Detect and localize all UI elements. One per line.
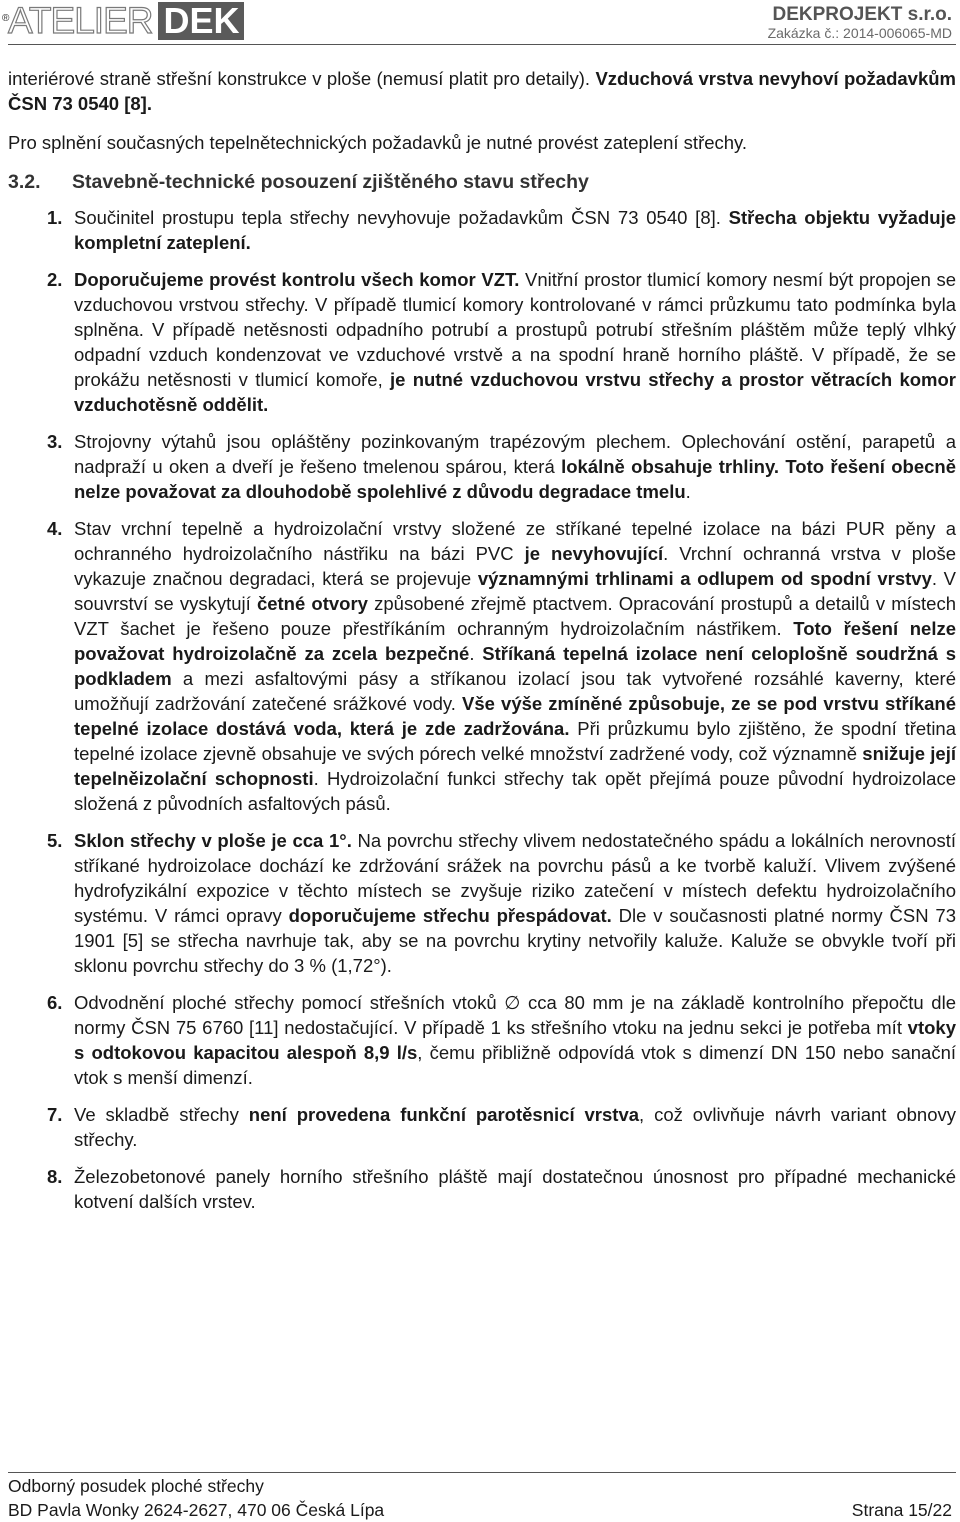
intro-paragraph-2: Pro splnění současných tepelnětechnických požadavků je nutné provést zateplení střechy.	[8, 132, 748, 153]
finding-number: 3.	[47, 431, 63, 452]
finding-text-bold: četné otvory	[256, 593, 368, 614]
finding-text-bold: Stříkaná tepelná izolace není celoplošně soudržná s podkladem	[74, 643, 956, 689]
finding-text: Vnitřní prostor tlumicí komory nesmí být propojen se vzduchovou vrstvou střechy. V případě tlumicí komory kontrolované v rámci průzkumu tato podmínka byla splněna. V případě netěsnosti odpadního potrubí a prostupů potrubí střešním pláštěm může teplý vlhký odpadní vzduch kondenzovat ve vzduchové vrstvě a na spodní hraně horního pláště. V případě, že se prokážu netěsnosti v tlumicí komoře,	[74, 269, 956, 390]
finding-text: , čemu přibližně odpovídá vtok s dimenzí DN 150 nebo sanační vtok s menší dimenzí.	[74, 1042, 956, 1088]
finding-number: 2.	[47, 269, 63, 290]
finding-text: . Hydroizolační funkci střechy tak opět přejímá pouze původní hydroizolace složená z původních asfaltových pásů.	[74, 768, 956, 814]
finding-text-bold: vtoky s odtokovou kapacitou alespoň 8,9 l/s	[74, 1017, 956, 1063]
finding-text-bold: významnými trhlinami a odlupem od spodní vrstvy	[477, 568, 932, 589]
finding-text: . Vrchní ochranná vrstva v ploše vykazuje značnou degradaci, která se projevuje	[74, 543, 956, 589]
finding-item	[8, 267, 956, 417]
finding-text: Při průzkumu bylo zjištěno, že spodní třetina tepelné izolace zjevně obsahuje ve svých pórech velké množství zadržené vody, což významně	[74, 718, 957, 764]
finding-text: . V souvrství se vyskytují	[74, 568, 956, 614]
header-divider	[8, 44, 956, 45]
company-block	[768, 4, 952, 41]
footer-divider	[8, 1472, 956, 1473]
finding-text-bold: Sklon střechy v ploše je cca 1°.	[74, 830, 352, 851]
finding-text: Železobetonové panely horního střešního pláště mají dostatečnou únosnost pro případné mechanické kotvení dalších vrstev.	[74, 1166, 956, 1212]
intro-paragraph-1: interiérové straně střešní konstrukce v ploše (nemusí platit pro detaily). Vzduchová vrstva nevyhoví požadavkům ČSN 73 0540 [8].	[8, 68, 956, 114]
finding-text-bold: doporučujeme střechu přespádovat.	[288, 905, 612, 926]
page-header	[0, 0, 960, 44]
finding-text: Stav vrchní tepelně a hydroizolační vrstvy složené ze stříkané tepelné izolace na bázi PUR pěny a ochranného hydroizolačního nástřiku na bázi PVC	[74, 518, 956, 564]
finding-text: .	[469, 643, 483, 664]
finding-text-bold: Střecha objektu vyžaduje kompletní zateplení.	[74, 207, 956, 253]
finding-text: způsobené zřejmě ptactvem. Opracování prostupů a detailů v místech VZT šachet je řešeno pouze přestříkáním ochranným hydroizolačním nástřikem.	[74, 593, 956, 639]
finding-text: , což ovlivňuje návrh variant obnovy střechy.	[74, 1104, 957, 1150]
finding-text: Dle v současnosti platné normy ČSN 73 1901 [5] se střecha navrhuje tak, aby se na povrchu krytiny netvořily kaluže. Kaluže se obvykle tvoří při sklonu povrchu střechy do 3 % (1,72°).	[74, 905, 956, 976]
finding-text: Ve skladbě střechy	[74, 1104, 249, 1125]
finding-text-bold: není provedena funkční parotěsnicí vrstva	[248, 1104, 640, 1125]
finding-text: Odvodnění ploché střechy pomocí střešních vtoků ∅ cca 80 mm je na základě kontrolního přepočtu dle normy ČSN 75 6760 [11] nedostačující. V případě 1 ks střešního vtoku na jednu sekci je potřeba mít	[74, 992, 956, 1038]
page-footer	[8, 1474, 952, 1522]
finding-number: 5.	[47, 830, 63, 851]
finding-text: Strojovny výtahů jsou opláštěny pozinkovaným trapézovým plechem. Oplechování ostění, parapetů a nadpraží u oken a dveří je řešeno tmelenou spárou, která	[74, 431, 956, 477]
finding-item	[8, 516, 956, 816]
finding-number: 6.	[47, 992, 63, 1013]
finding-number: 8.	[47, 1166, 63, 1187]
finding-text-bold: Toto řešení nelze považovat hydroizolačně za zcela bezpečné	[74, 618, 956, 664]
footer-doc-title: Odborný posudek ploché střechy	[8, 1476, 264, 1496]
section-title: Stavebně-technické posouzení zjištěného stavu střechy	[72, 171, 589, 193]
order-number: Zakázka č.: 2014-006065-MD	[767, 25, 952, 41]
finding-item	[8, 828, 956, 978]
finding-text: Na povrchu střechy vlivem nedostatečného spádu a lokálních nerovností stříkané hydroizolace dochází ke zdržování srážek na povrchu pásů a ke tvorbě kaluží. Vlivem zvýšené hydrofyzikální expozice v těchto místech se zvyšuje riziko zatečení v místech defektu hydroizolačního systému. V rámci opravy	[74, 830, 956, 926]
atelier-dek-logo	[2, 0, 244, 41]
finding-text-bold: Doporučujeme provést kontrolu všech komor VZT.	[74, 269, 520, 290]
section-heading	[8, 169, 956, 195]
finding-number: 1.	[47, 207, 63, 228]
page-number: Strana 15/22	[851, 1500, 952, 1520]
finding-text: .	[685, 481, 691, 502]
finding-text-bold: snižuje její tepelněizolační schopnosti	[74, 743, 956, 789]
finding-text-bold: Vše výše zmíněné způsobuje, ze se pod vrstvu stříkané tepelné izolace dostává voda, která je zde zadržována.	[74, 693, 956, 739]
finding-item	[8, 990, 956, 1090]
finding-item	[8, 429, 956, 504]
finding-text-bold: lokálně obsahuje trhliny. Toto řešení obecně nelze považovat za dlouhodobě spolehlivé z důvodu degradace tmelu	[74, 456, 956, 502]
finding-item	[8, 1102, 956, 1152]
logo-dek-text: DEK	[158, 2, 244, 40]
finding-number: 4.	[47, 518, 63, 539]
finding-text-bold: je nevyhovující	[524, 543, 664, 564]
company-name: DEKPROJEKT s.r.o.	[772, 4, 952, 25]
finding-text-bold: je nutné vzduchovou vrstvu střechy a prostor větracích komor vzduchotěsně oddělit.	[74, 369, 956, 415]
finding-item	[8, 205, 956, 255]
logo-atelier-text: ® ATELIER	[2, 0, 153, 41]
registered-mark: ®	[2, 13, 9, 24]
finding-number: 7.	[47, 1104, 63, 1125]
finding-text: a mezi asfaltovými pásy a stříkanou izolací jsou tak vytvořené rozsáhlé kaverny, které umožňují zadržování zatečené srážkové vody.	[74, 668, 956, 714]
footer-address: BD Pavla Wonky 2624-2627, 470 06 Česká Lípa	[8, 1500, 385, 1520]
finding-item	[8, 1164, 956, 1214]
document-body	[8, 66, 956, 1226]
findings-list	[8, 205, 956, 1214]
finding-text: Součinitel prostupu tepla střechy nevyhovuje požadavkům ČSN 73 0540 [8].	[74, 207, 729, 228]
section-number: 3.2.	[8, 171, 41, 193]
